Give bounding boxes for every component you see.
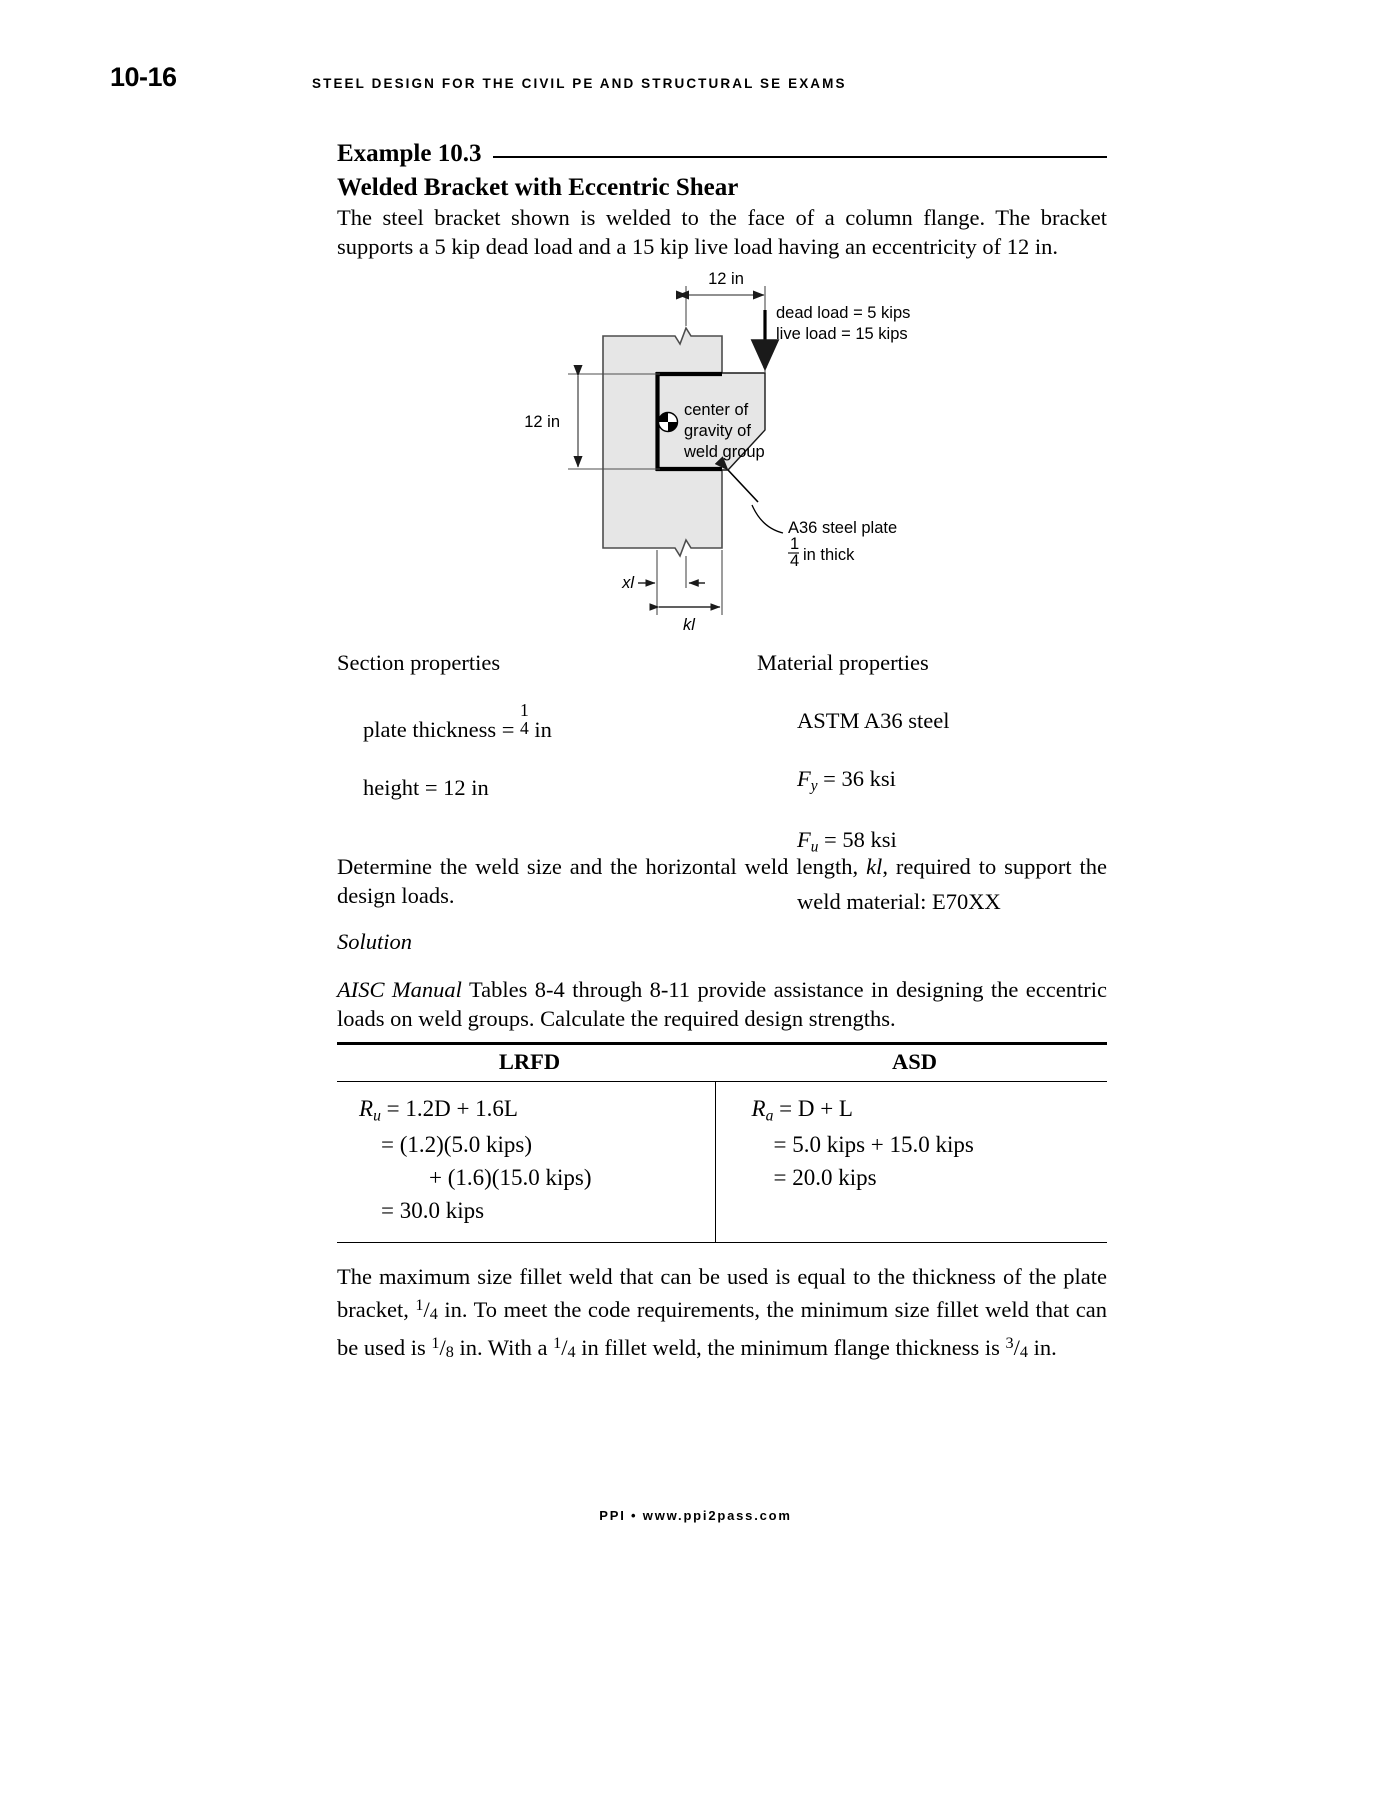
final-fraction-2: $^1/_8$ xyxy=(431,1333,454,1361)
svg-text:1: 1 xyxy=(790,535,800,553)
table-cell-asd xyxy=(715,1082,1108,1242)
solution-label: Solution xyxy=(337,929,413,954)
lrfd3-a: 1.6 xyxy=(455,1165,485,1191)
ra-subscript: a xyxy=(765,1107,774,1125)
ru-expression: = 1.2D + 1.6L xyxy=(380,1095,518,1121)
final-s4: in fillet weld, the minimum flange thickness is xyxy=(575,1334,1006,1360)
svg-text:4: 4 xyxy=(790,552,800,570)
callout-arrow-plate xyxy=(728,470,758,502)
example-heading xyxy=(337,140,1107,168)
material-weld: weld material: E70XX xyxy=(797,888,1001,914)
determine-post: , required to support the design loads. xyxy=(337,854,1107,908)
ru-symbol: R xyxy=(359,1095,374,1121)
page-footer: PPI • www.ppi2pass.com xyxy=(599,1508,792,1523)
lrfd3-close: ) xyxy=(583,1165,592,1191)
fu-subscript: u xyxy=(810,838,819,856)
lrfd-line-3 xyxy=(429,1165,715,1191)
dim-top-label: 12 in xyxy=(708,270,744,288)
cog-label-line2: gravity of xyxy=(684,422,751,440)
table-cell-lrfd xyxy=(337,1082,715,1242)
lrfd-asd-table xyxy=(337,1042,1107,1243)
lrfd3-b: 15.0 kips xyxy=(499,1165,584,1191)
live-load-label: live load = 15 kips xyxy=(776,325,908,343)
table-body-row xyxy=(337,1082,1107,1242)
lrfd2-mid: )( xyxy=(436,1132,452,1158)
table-header-asd: ASD xyxy=(891,1048,937,1074)
asd-line-1 xyxy=(752,1096,1108,1125)
fu-symbol: F xyxy=(797,827,811,853)
lrfd2-close: ) xyxy=(524,1132,532,1158)
aisc-paragraph xyxy=(337,975,1107,1033)
final-fraction-3: $^1/_4$ xyxy=(553,1333,576,1361)
thickness-unit: in xyxy=(528,716,552,742)
final-s1: The maximum size fillet weld that can be used is equal to the thickness of the plate bracket, xyxy=(337,1264,1107,1322)
page-folio: 10-16 xyxy=(110,62,177,92)
section-properties-heading: Section properties xyxy=(337,650,501,675)
table-bottom-rule xyxy=(337,1242,1107,1243)
asd-line-2: = 5.0 kips + 15.0 kips xyxy=(773,1132,974,1158)
material-astm: ASTM A36 steel xyxy=(797,708,950,733)
final-paragraph xyxy=(337,1262,1107,1366)
cog-label-line1: center of xyxy=(684,401,749,419)
determine-symbol: kl xyxy=(866,854,883,879)
final-s2: in. To meet the code requirements, the minimum size fillet weld that can be used is xyxy=(337,1296,1107,1360)
lrfd-line-4: = 30.0 kips xyxy=(381,1198,485,1224)
lrfd3-mid: )( xyxy=(484,1165,500,1191)
dead-load-label: dead load = 5 kips xyxy=(776,304,911,322)
lrfd2-b: 5.0 kips xyxy=(451,1132,525,1158)
fu-value: = 58 ksi xyxy=(818,827,897,853)
lrfd2-a: 1.2 xyxy=(407,1132,437,1158)
bracket-figure xyxy=(500,270,970,650)
callout-leader-plate xyxy=(752,505,783,533)
dim-left-label: 12 in xyxy=(524,413,560,431)
material-properties-heading: Material properties xyxy=(757,650,929,675)
aisc-rest: Tables 8-4 through 8-11 provide assistance in designing the eccentric loads on weld groups. Calculate the required design strengths. xyxy=(337,977,1107,1031)
lrfd2-open: = ( xyxy=(381,1132,408,1158)
aisc-manual-italic: AISC Manual xyxy=(337,977,462,1002)
determine-paragraph xyxy=(337,852,1107,910)
heading-rule xyxy=(493,156,1107,158)
table-header-lrfd: LRFD xyxy=(498,1048,561,1074)
intro-paragraph: The steel bracket shown is welded to the face of a column flange. The bracket supports a 5 kip dead load and a 15 kip live load having an eccentricity of 12 in. xyxy=(337,205,1107,259)
thickness-label: plate thickness = xyxy=(363,716,521,742)
lrfd-line-1 xyxy=(359,1096,715,1125)
dim-kl-label: kl xyxy=(683,616,695,634)
plate-thickness-label xyxy=(788,535,855,570)
example-title: Welded Bracket with Eccentric Shear xyxy=(337,174,739,201)
ru-subscript: u xyxy=(373,1107,381,1125)
material-fy xyxy=(797,766,1107,795)
table-header-row xyxy=(337,1045,1107,1081)
final-s5: in. xyxy=(1027,1334,1057,1360)
fy-value: = 36 ksi xyxy=(817,766,896,791)
fy-subscript: y xyxy=(810,777,818,795)
fy-symbol: F xyxy=(797,766,811,791)
example-number: Example 10.3 xyxy=(337,140,482,167)
thickness-fraction: 1 4 xyxy=(520,699,529,739)
running-title: STEEL DESIGN FOR THE CIVIL PE AND STRUCTURAL SE EXAMS xyxy=(312,76,847,91)
section-property-thickness xyxy=(363,699,717,743)
svg-text:in thick: in thick xyxy=(803,546,855,564)
dim-xl-label: xl xyxy=(622,574,634,592)
final-s3: in. With a xyxy=(453,1334,554,1360)
section-property-height: height = 12 in xyxy=(363,775,489,801)
section-properties-column xyxy=(337,650,717,833)
final-fraction-1: $^1/_4$ xyxy=(415,1296,438,1323)
determine-pre: Determine the weld size and the horizontal weld length, xyxy=(337,854,867,879)
ra-expression: = D + L xyxy=(773,1095,853,1121)
ra-symbol: R xyxy=(751,1095,766,1121)
lrfd3-open: + ( xyxy=(429,1165,456,1191)
asd-line-3: = 20.0 kips xyxy=(773,1165,877,1191)
center-of-gravity-icon xyxy=(659,413,678,432)
plate-label: A36 steel plate xyxy=(788,519,898,537)
lrfd-line-2 xyxy=(381,1132,715,1158)
cog-label-line3: weld group xyxy=(684,443,765,461)
final-fraction-4: $^3/_4$ xyxy=(1005,1333,1028,1361)
